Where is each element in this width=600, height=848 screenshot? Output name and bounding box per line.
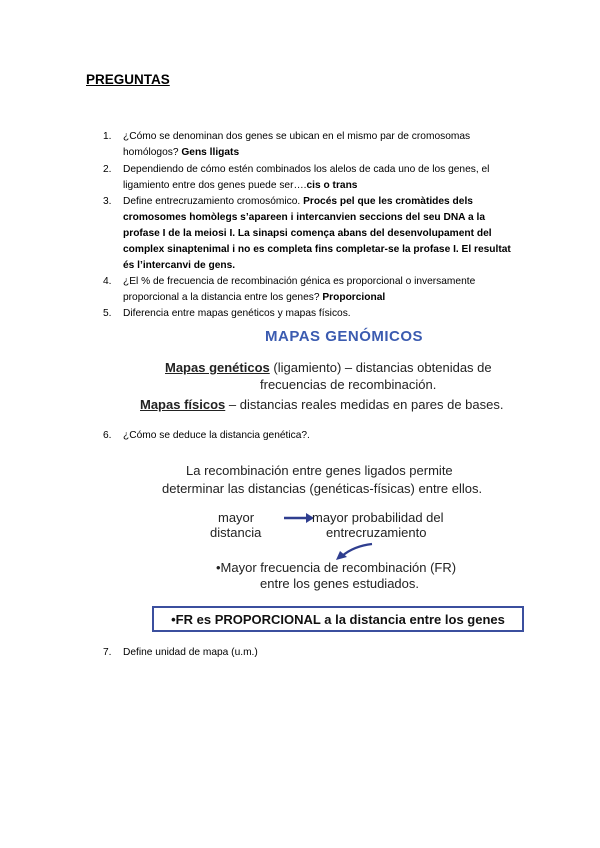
question-number: 4.: [103, 276, 112, 287]
label-entrecruzamiento: entrecruzamiento: [326, 525, 427, 540]
question-text: ¿Cómo se deduce la distancia genética?.: [123, 430, 310, 441]
question-1: [103, 129, 523, 161]
figure-line-2: determinar las distancias (genéticas-físicas) entre ellos.: [162, 481, 483, 496]
question-answer: Procés pel que les cromàtides dels cromosomes homòlegs s’apareen i intercanvien seccions del seu DNA a la profase I de la meiosi I. La sinapsi comença abans del desenvolupament del complex sinaptenimal i no es completa fins completar-se la profase I. El resultat és l’intercanvi de gens.: [123, 196, 511, 271]
figure-line-1: La recombinación entre genes ligados permite: [186, 463, 453, 478]
question-text: Define unidad de mapa (u.m.): [123, 647, 258, 658]
genetic-maps-line: [165, 360, 492, 376]
label-mayor: mayor: [218, 510, 255, 525]
genetic-maps-term: Mapas genéticos: [165, 360, 270, 375]
genetic-maps-desc: (ligamiento) – distancias obtenidas de: [269, 360, 492, 375]
question-text: Diferencia entre mapas genéticos y mapas físicos.: [123, 308, 351, 319]
figure-genetic-distance: [150, 458, 535, 638]
question-5: [103, 306, 523, 322]
question-number: 3.: [103, 196, 112, 207]
question-text: Define entrecruzamiento cromosómico.: [123, 196, 301, 207]
physical-maps-desc: – distancias reales medidas en pares de bases.: [225, 397, 504, 412]
question-2: [103, 162, 523, 194]
physical-maps-line: [140, 397, 503, 413]
label-distancia: distancia: [210, 525, 262, 540]
label-genes-estudiados: entre los genes estudiados.: [260, 576, 419, 591]
genetic-maps-line-2: frecuencias de recombinación.: [260, 377, 437, 392]
page-title: PREGUNTAS: [86, 72, 170, 87]
question-7: [103, 645, 523, 661]
label-probabilidad: mayor probabilidad del: [312, 510, 444, 525]
question-answer: cis o trans: [306, 180, 358, 191]
question-number: 1.: [103, 131, 112, 142]
label-frecuencia: •Mayor frecuencia de recombinación (FR): [216, 560, 457, 575]
question-number: 5.: [103, 308, 112, 319]
question-number: 7.: [103, 647, 112, 658]
question-text: ¿Cómo se denominan dos genes se ubican en el mismo par de cromosomas homólogos?: [123, 131, 471, 158]
question-text: Dependiendo de cómo estén combinados los alelos de cada uno de los genes, el ligamiento entre dos genes puede ser….: [123, 164, 490, 191]
question-4: [103, 274, 523, 306]
right-arrow-icon: [284, 513, 314, 523]
question-number: 6.: [103, 430, 112, 441]
question-text: ¿El % de frecuencia de recombinación génica es proporcional o inversamente proporcional a la distancia entre los genes?: [123, 276, 476, 303]
question-number: 2.: [103, 164, 112, 175]
question-answer: Proporcional: [322, 292, 386, 303]
question-3: [103, 194, 523, 274]
proportional-box: •FR es PROPORCIONAL a la distancia entre los genes: [152, 606, 524, 632]
question-6: [103, 428, 523, 444]
figure-genomic-maps: [140, 324, 540, 414]
question-answer: Gens lligats: [181, 147, 240, 158]
physical-maps-term: Mapas físicos: [140, 397, 226, 412]
figure-title: MAPAS GENÓMICOS: [265, 328, 424, 345]
